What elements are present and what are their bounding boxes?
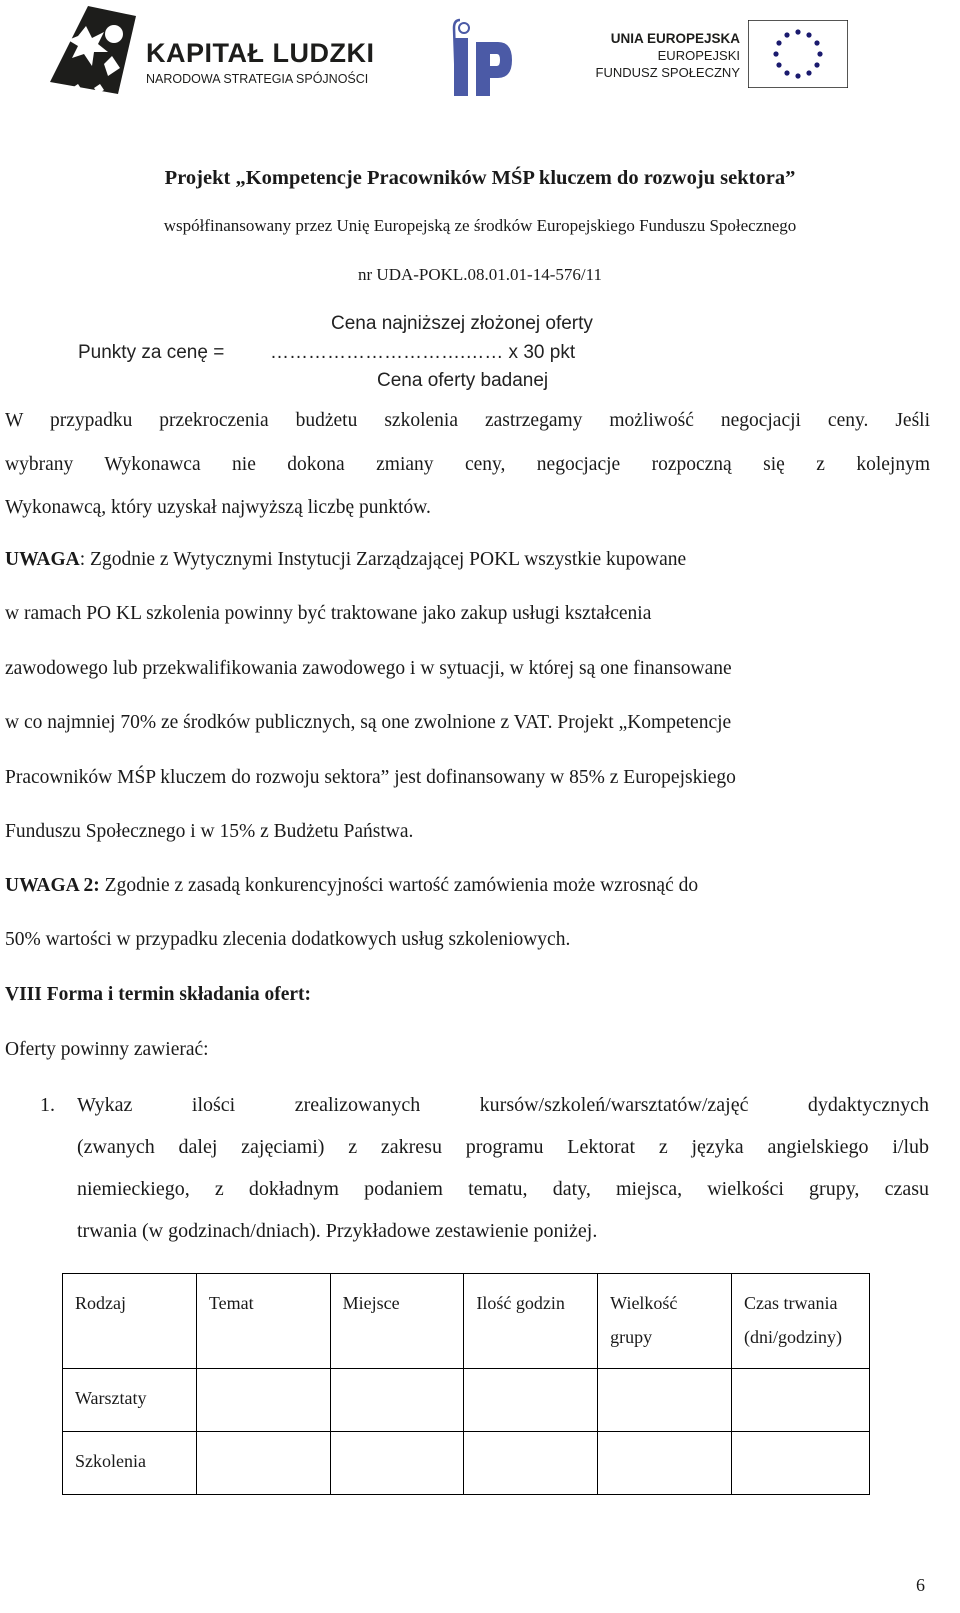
formula-lead: Punkty za cenę = (78, 342, 225, 363)
table-cell (196, 1369, 330, 1432)
eu-flag-icon (748, 20, 848, 88)
list-item-number: 1. (40, 1094, 55, 1116)
uwaga1-line2: w ramach PO KL szkolenia powinny być traktowane jako zakup usługi kształcenia (5, 603, 652, 624)
uwaga1-line1-text: : Zgodnie z Wytycznymi Instytucji Zarządzającej POKL wszystkie kupowane (79, 549, 687, 570)
formula-fraction-line: ………………………….…… x 30 pkt (270, 342, 576, 363)
list-item-line4: trwania (w godzinach/dniach). Przykładowe zestawienie poniżej. (77, 1220, 598, 1242)
table-header-cell: Wielkość grupy (598, 1274, 732, 1369)
uwaga1-line6: Funduszu Społecznego i w 15% z Budżetu Państwa. (5, 821, 414, 842)
table-row (63, 1369, 870, 1432)
rp-logo (446, 14, 536, 104)
formula-numerator: Cena najniższej złożonej oferty (331, 313, 593, 334)
table-header-cell: Rodzaj (63, 1274, 197, 1369)
table-header-cell: Ilość godzin (464, 1274, 598, 1369)
eu-line2: EUROPEJSKI (657, 48, 740, 63)
para1-line3: Wykonawcą, który uzyskał najwyższą liczbę punktów. (5, 497, 431, 518)
uwaga2-line1-text: Zgodnie z zasadą konkurencyjności wartość zamówienia może wzrosnąć do (99, 875, 699, 896)
uwaga2-label: UWAGA 2: (5, 875, 100, 896)
uwaga1-line4: w co najmniej 70% ze środków publicznych, są one zwolnione z VAT. Projekt „Kompetencje (5, 712, 732, 733)
table-header-cell: Czas trwania (dni/godziny) (732, 1274, 870, 1369)
uwaga1-line3: zawodowego lub przekwalifikowania zawodowego i w sytuacji, w której są one finansowane (5, 658, 732, 679)
uwaga1-label: UWAGA (5, 549, 80, 570)
cofinancing-note: współfinansowany przez Unię Europejską ze środków Europejskiego Funduszu Społecznego (163, 216, 797, 235)
table-cell (598, 1369, 732, 1432)
table-header-cell: Temat (196, 1274, 330, 1369)
table-cell (464, 1369, 598, 1432)
table-cell (732, 1432, 870, 1495)
table-cell: Szkolenia (63, 1432, 197, 1495)
section-heading: VIII Forma i termin składania ofert: (5, 984, 312, 1005)
page-number: 6 (916, 1575, 925, 1595)
table-row (63, 1432, 870, 1495)
para1-line1: W przypadku przekroczenia budżetu szkolenia zastrzegamy możliwość negocjacji ceny. Jeśli (5, 410, 930, 431)
project-number: nr UDA-POKL.08.01.01-14-576/11 (358, 265, 602, 284)
uwaga2-line1 (5, 875, 930, 897)
table-cell (330, 1369, 464, 1432)
table-cell (196, 1432, 330, 1495)
table-cell: Warsztaty (63, 1369, 197, 1432)
kapital-ludzki-logo (48, 2, 393, 102)
table-cell (598, 1432, 732, 1495)
kapital-ludzki-subtitle: NARODOWA STRATEGIA SPÓJNOŚCI (146, 72, 369, 86)
table-header-row (63, 1274, 870, 1369)
para1-line2: wybrany Wykonawca nie dokona zmiany ceny, negocjacje rozpoczną się z kolejnym (5, 454, 930, 475)
list-item-line3: niemieckiego, z dokładnym podaniem tematu, daty, miejsca, wielkości grupy, czasu (77, 1178, 929, 1200)
eu-logo (595, 20, 928, 90)
uwaga2-line2: 50% wartości w przypadku zlecenia dodatkowych usług szkoleniowych. (5, 929, 571, 950)
table-cell (464, 1432, 598, 1495)
formula-denominator: Cena oferty badanej (377, 370, 549, 391)
kapital-ludzki-emblem-icon (48, 2, 143, 102)
project-title: Projekt „Kompetencje Pracowników MŚP kluczem do rozwoju sektora” (164, 167, 796, 189)
eu-line3: FUNDUSZ SPOŁECZNY (595, 65, 740, 80)
kapital-ludzki-title: KAPITAŁ LUDZKI (146, 38, 375, 68)
section-intro: Oferty powinny zawierać: (5, 1039, 209, 1060)
logo-bar (0, 0, 960, 110)
uwaga1-line5: Pracowników MŚP kluczem do rozwoju sektora” jest dofinansowany w 85% z Europejskiego (5, 767, 736, 788)
eu-logo-text (596, 30, 740, 81)
list-item-line2: (zwanych dalej zajęciami) z zakresu programu Lektorat z języka angielskiego i/lub (77, 1136, 929, 1158)
table-cell (732, 1369, 870, 1432)
table-cell (330, 1432, 464, 1495)
uwaga1-line1 (5, 549, 930, 571)
example-table (62, 1273, 870, 1495)
list-item-line1: Wykaz ilości zrealizowanych kursów/szkoleń/warsztatów/zajęć dydaktycznych (77, 1094, 929, 1116)
table-header-cell: Miejsce (330, 1274, 464, 1369)
rp-emblem-icon (446, 14, 536, 104)
eu-line1: UNIA EUROPEJSKA (610, 31, 740, 46)
